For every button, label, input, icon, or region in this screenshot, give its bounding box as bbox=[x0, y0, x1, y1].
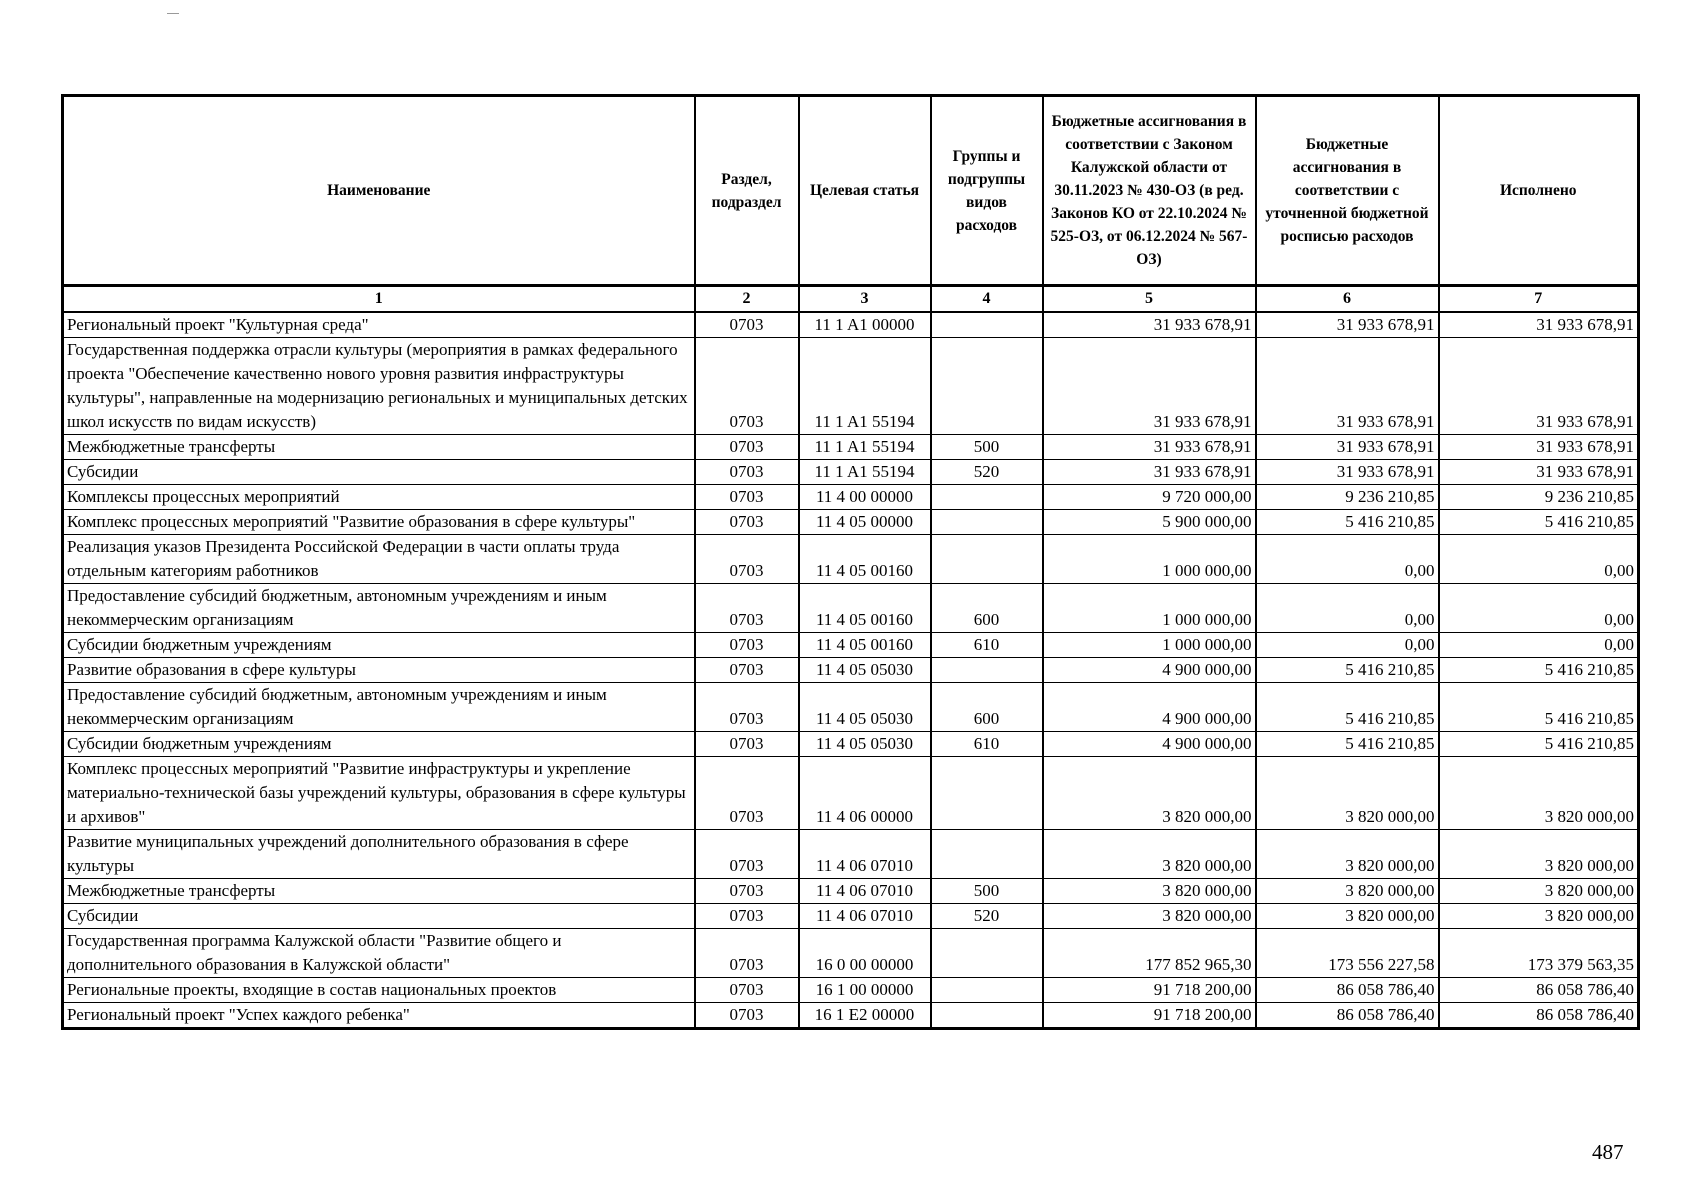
row-executed: 5 416 210,85 bbox=[1439, 732, 1639, 757]
row-law-allocation: 3 820 000,00 bbox=[1043, 904, 1256, 929]
row-refined-allocation: 5 416 210,85 bbox=[1256, 683, 1439, 732]
row-target-article: 11 4 05 05030 bbox=[799, 732, 931, 757]
row-target-article: 11 1 A1 55194 bbox=[799, 338, 931, 435]
row-refined-allocation: 31 933 678,91 bbox=[1256, 338, 1439, 435]
header-section: Раздел, подраздел bbox=[695, 96, 799, 286]
row-section: 0703 bbox=[695, 633, 799, 658]
row-name: Субсидии bbox=[63, 904, 695, 929]
row-refined-allocation: 31 933 678,91 bbox=[1256, 435, 1439, 460]
row-law-allocation: 91 718 200,00 bbox=[1043, 978, 1256, 1003]
row-section: 0703 bbox=[695, 732, 799, 757]
row-executed: 0,00 bbox=[1439, 535, 1639, 584]
row-law-allocation: 3 820 000,00 bbox=[1043, 879, 1256, 904]
table-row bbox=[63, 830, 1639, 879]
row-executed: 3 820 000,00 bbox=[1439, 904, 1639, 929]
row-expense-group bbox=[931, 485, 1043, 510]
row-law-allocation: 31 933 678,91 bbox=[1043, 338, 1256, 435]
table-row bbox=[63, 978, 1639, 1003]
row-target-article: 11 4 06 07010 bbox=[799, 904, 931, 929]
row-refined-allocation: 0,00 bbox=[1256, 584, 1439, 633]
row-law-allocation: 1 000 000,00 bbox=[1043, 584, 1256, 633]
row-refined-allocation: 3 820 000,00 bbox=[1256, 830, 1439, 879]
row-section: 0703 bbox=[695, 460, 799, 485]
row-target-article: 11 1 A1 00000 bbox=[799, 312, 931, 338]
row-name: Комплексы процессных мероприятий bbox=[63, 485, 695, 510]
row-expense-group bbox=[931, 929, 1043, 978]
row-refined-allocation: 3 820 000,00 bbox=[1256, 904, 1439, 929]
row-law-allocation: 4 900 000,00 bbox=[1043, 732, 1256, 757]
table-header bbox=[63, 96, 1639, 313]
row-name: Субсидии бюджетным учреждениям bbox=[63, 633, 695, 658]
table-row bbox=[63, 929, 1639, 978]
row-name: Региональный проект "Культурная среда" bbox=[63, 312, 695, 338]
row-name: Предоставление субсидий бюджетным, автономным учреждениям и иным некоммерческим организациям bbox=[63, 584, 695, 633]
row-name: Предоставление субсидий бюджетным, автономным учреждениям и иным некоммерческим организациям bbox=[63, 683, 695, 732]
row-name: Комплекс процессных мероприятий "Развитие инфраструктуры и укрепление материально-технической базы учреждений культуры, образования в сфере культуры и архивов" bbox=[63, 757, 695, 830]
row-refined-allocation: 173 556 227,58 bbox=[1256, 929, 1439, 978]
row-law-allocation: 3 820 000,00 bbox=[1043, 830, 1256, 879]
row-refined-allocation: 31 933 678,91 bbox=[1256, 460, 1439, 485]
row-executed: 3 820 000,00 bbox=[1439, 879, 1639, 904]
table-row bbox=[63, 879, 1639, 904]
row-section: 0703 bbox=[695, 535, 799, 584]
row-target-article: 11 4 05 00000 bbox=[799, 510, 931, 535]
row-target-article: 11 4 06 00000 bbox=[799, 757, 931, 830]
row-section: 0703 bbox=[695, 830, 799, 879]
table-row bbox=[63, 435, 1639, 460]
header-law-alloc: Бюджетные ассигнования в соответствии с Законом Калужской области от 30.11.2023 № 430-ОЗ (в ред. Законов КО от 22.10.2024 № 525-ОЗ, от 06.12.2024 № 567-ОЗ) bbox=[1043, 96, 1256, 286]
row-law-allocation: 91 718 200,00 bbox=[1043, 1003, 1256, 1029]
row-section: 0703 bbox=[695, 757, 799, 830]
row-section: 0703 bbox=[695, 929, 799, 978]
row-target-article: 16 0 00 00000 bbox=[799, 929, 931, 978]
row-executed: 173 379 563,35 bbox=[1439, 929, 1639, 978]
table-row bbox=[63, 510, 1639, 535]
row-expense-group bbox=[931, 1003, 1043, 1029]
row-name: Государственная программа Калужской области "Развитие общего и дополнительного образования в Калужской области" bbox=[63, 929, 695, 978]
row-name: Комплекс процессных мероприятий "Развитие образования в сфере культуры" bbox=[63, 510, 695, 535]
row-law-allocation: 177 852 965,30 bbox=[1043, 929, 1256, 978]
row-section: 0703 bbox=[695, 683, 799, 732]
row-law-allocation: 5 900 000,00 bbox=[1043, 510, 1256, 535]
budget-table bbox=[61, 94, 1640, 1030]
row-executed: 86 058 786,40 bbox=[1439, 1003, 1639, 1029]
table-row bbox=[63, 535, 1639, 584]
row-section: 0703 bbox=[695, 338, 799, 435]
column-number: 7 bbox=[1439, 286, 1639, 313]
row-target-article: 16 1 E2 00000 bbox=[799, 1003, 931, 1029]
row-executed: 31 933 678,91 bbox=[1439, 312, 1639, 338]
row-name: Межбюджетные трансферты bbox=[63, 879, 695, 904]
table-body bbox=[63, 312, 1639, 1029]
row-law-allocation: 1 000 000,00 bbox=[1043, 535, 1256, 584]
row-target-article: 11 4 05 00160 bbox=[799, 535, 931, 584]
row-law-allocation: 3 820 000,00 bbox=[1043, 757, 1256, 830]
column-number: 6 bbox=[1256, 286, 1439, 313]
row-name: Субсидии bbox=[63, 460, 695, 485]
column-number: 5 bbox=[1043, 286, 1256, 313]
row-executed: 0,00 bbox=[1439, 633, 1639, 658]
table-row bbox=[63, 732, 1639, 757]
header-groups: Группы и подгруппы видов расходов bbox=[931, 96, 1043, 286]
header-executed: Исполнено bbox=[1439, 96, 1639, 286]
row-target-article: 11 4 06 07010 bbox=[799, 879, 931, 904]
row-section: 0703 bbox=[695, 312, 799, 338]
row-expense-group: 520 bbox=[931, 904, 1043, 929]
row-name: Реализация указов Президента Российской Федерации в части оплаты труда отдельным категориям работников bbox=[63, 535, 695, 584]
header-refined-alloc: Бюджетные ассигнования в соответствии с уточненной бюджетной росписью расходов bbox=[1256, 96, 1439, 286]
page-number: 487 bbox=[1592, 1140, 1624, 1164]
table-row bbox=[63, 757, 1639, 830]
column-number: 2 bbox=[695, 286, 799, 313]
row-refined-allocation: 31 933 678,91 bbox=[1256, 312, 1439, 338]
row-refined-allocation: 3 820 000,00 bbox=[1256, 879, 1439, 904]
row-name: Региональные проекты, входящие в состав национальных проектов bbox=[63, 978, 695, 1003]
column-number-row bbox=[63, 286, 1639, 313]
row-executed: 86 058 786,40 bbox=[1439, 978, 1639, 1003]
column-number: 1 bbox=[63, 286, 695, 313]
row-law-allocation: 9 720 000,00 bbox=[1043, 485, 1256, 510]
table-row bbox=[63, 658, 1639, 683]
header-name: Наименование bbox=[63, 96, 695, 286]
row-expense-group bbox=[931, 830, 1043, 879]
row-name: Развитие муниципальных учреждений дополнительного образования в сфере культуры bbox=[63, 830, 695, 879]
row-section: 0703 bbox=[695, 485, 799, 510]
row-expense-group: 500 bbox=[931, 879, 1043, 904]
row-section: 0703 bbox=[695, 584, 799, 633]
row-expense-group: 520 bbox=[931, 460, 1043, 485]
header-target: Целевая статья bbox=[799, 96, 931, 286]
row-expense-group bbox=[931, 312, 1043, 338]
row-expense-group bbox=[931, 510, 1043, 535]
table-row bbox=[63, 904, 1639, 929]
row-executed: 9 236 210,85 bbox=[1439, 485, 1639, 510]
row-law-allocation: 31 933 678,91 bbox=[1043, 312, 1256, 338]
table-row bbox=[63, 683, 1639, 732]
row-section: 0703 bbox=[695, 978, 799, 1003]
header-row bbox=[63, 96, 1639, 286]
row-target-article: 11 4 05 05030 bbox=[799, 658, 931, 683]
row-target-article: 16 1 00 00000 bbox=[799, 978, 931, 1003]
row-expense-group: 500 bbox=[931, 435, 1043, 460]
row-executed: 5 416 210,85 bbox=[1439, 683, 1639, 732]
row-expense-group bbox=[931, 338, 1043, 435]
row-expense-group: 610 bbox=[931, 633, 1043, 658]
table-row bbox=[63, 312, 1639, 338]
row-law-allocation: 31 933 678,91 bbox=[1043, 435, 1256, 460]
row-executed: 31 933 678,91 bbox=[1439, 460, 1639, 485]
row-refined-allocation: 3 820 000,00 bbox=[1256, 757, 1439, 830]
row-expense-group bbox=[931, 757, 1043, 830]
row-target-article: 11 4 05 00160 bbox=[799, 633, 931, 658]
scan-mark bbox=[167, 13, 179, 14]
table-row bbox=[63, 338, 1639, 435]
row-executed: 31 933 678,91 bbox=[1439, 435, 1639, 460]
row-expense-group bbox=[931, 535, 1043, 584]
row-refined-allocation: 0,00 bbox=[1256, 535, 1439, 584]
table-row bbox=[63, 460, 1639, 485]
row-refined-allocation: 9 236 210,85 bbox=[1256, 485, 1439, 510]
row-target-article: 11 4 05 00160 bbox=[799, 584, 931, 633]
row-law-allocation: 1 000 000,00 bbox=[1043, 633, 1256, 658]
row-section: 0703 bbox=[695, 1003, 799, 1029]
row-target-article: 11 1 A1 55194 bbox=[799, 460, 931, 485]
row-refined-allocation: 5 416 210,85 bbox=[1256, 732, 1439, 757]
row-law-allocation: 31 933 678,91 bbox=[1043, 460, 1256, 485]
table-row bbox=[63, 485, 1639, 510]
row-law-allocation: 4 900 000,00 bbox=[1043, 658, 1256, 683]
row-executed: 3 820 000,00 bbox=[1439, 830, 1639, 879]
row-name: Субсидии бюджетным учреждениям bbox=[63, 732, 695, 757]
row-section: 0703 bbox=[695, 904, 799, 929]
row-name: Развитие образования в сфере культуры bbox=[63, 658, 695, 683]
row-expense-group: 600 bbox=[931, 584, 1043, 633]
row-target-article: 11 4 06 07010 bbox=[799, 830, 931, 879]
row-name: Межбюджетные трансферты bbox=[63, 435, 695, 460]
row-refined-allocation: 5 416 210,85 bbox=[1256, 510, 1439, 535]
row-section: 0703 bbox=[695, 658, 799, 683]
row-law-allocation: 4 900 000,00 bbox=[1043, 683, 1256, 732]
table-row bbox=[63, 584, 1639, 633]
row-target-article: 11 4 00 00000 bbox=[799, 485, 931, 510]
row-section: 0703 bbox=[695, 879, 799, 904]
row-executed: 31 933 678,91 bbox=[1439, 338, 1639, 435]
row-target-article: 11 4 05 05030 bbox=[799, 683, 931, 732]
row-name: Государственная поддержка отрасли культуры (мероприятия в рамках федерального проекта "Обеспечение качественно нового уровня развития инфраструктуры культуры", направленные на модернизацию региональных и муниципальных детских школ искусств по видам искусств) bbox=[63, 338, 695, 435]
row-expense-group bbox=[931, 658, 1043, 683]
row-expense-group: 600 bbox=[931, 683, 1043, 732]
row-executed: 5 416 210,85 bbox=[1439, 658, 1639, 683]
table-row bbox=[63, 633, 1639, 658]
row-refined-allocation: 86 058 786,40 bbox=[1256, 978, 1439, 1003]
row-executed: 3 820 000,00 bbox=[1439, 757, 1639, 830]
table-row bbox=[63, 1003, 1639, 1029]
row-name: Региональный проект "Успех каждого ребенка" bbox=[63, 1003, 695, 1029]
row-section: 0703 bbox=[695, 510, 799, 535]
row-executed: 0,00 bbox=[1439, 584, 1639, 633]
row-expense-group: 610 bbox=[931, 732, 1043, 757]
row-expense-group bbox=[931, 978, 1043, 1003]
row-refined-allocation: 86 058 786,40 bbox=[1256, 1003, 1439, 1029]
column-number: 4 bbox=[931, 286, 1043, 313]
column-number: 3 bbox=[799, 286, 931, 313]
row-target-article: 11 1 A1 55194 bbox=[799, 435, 931, 460]
row-section: 0703 bbox=[695, 435, 799, 460]
row-refined-allocation: 5 416 210,85 bbox=[1256, 658, 1439, 683]
row-refined-allocation: 0,00 bbox=[1256, 633, 1439, 658]
row-executed: 5 416 210,85 bbox=[1439, 510, 1639, 535]
